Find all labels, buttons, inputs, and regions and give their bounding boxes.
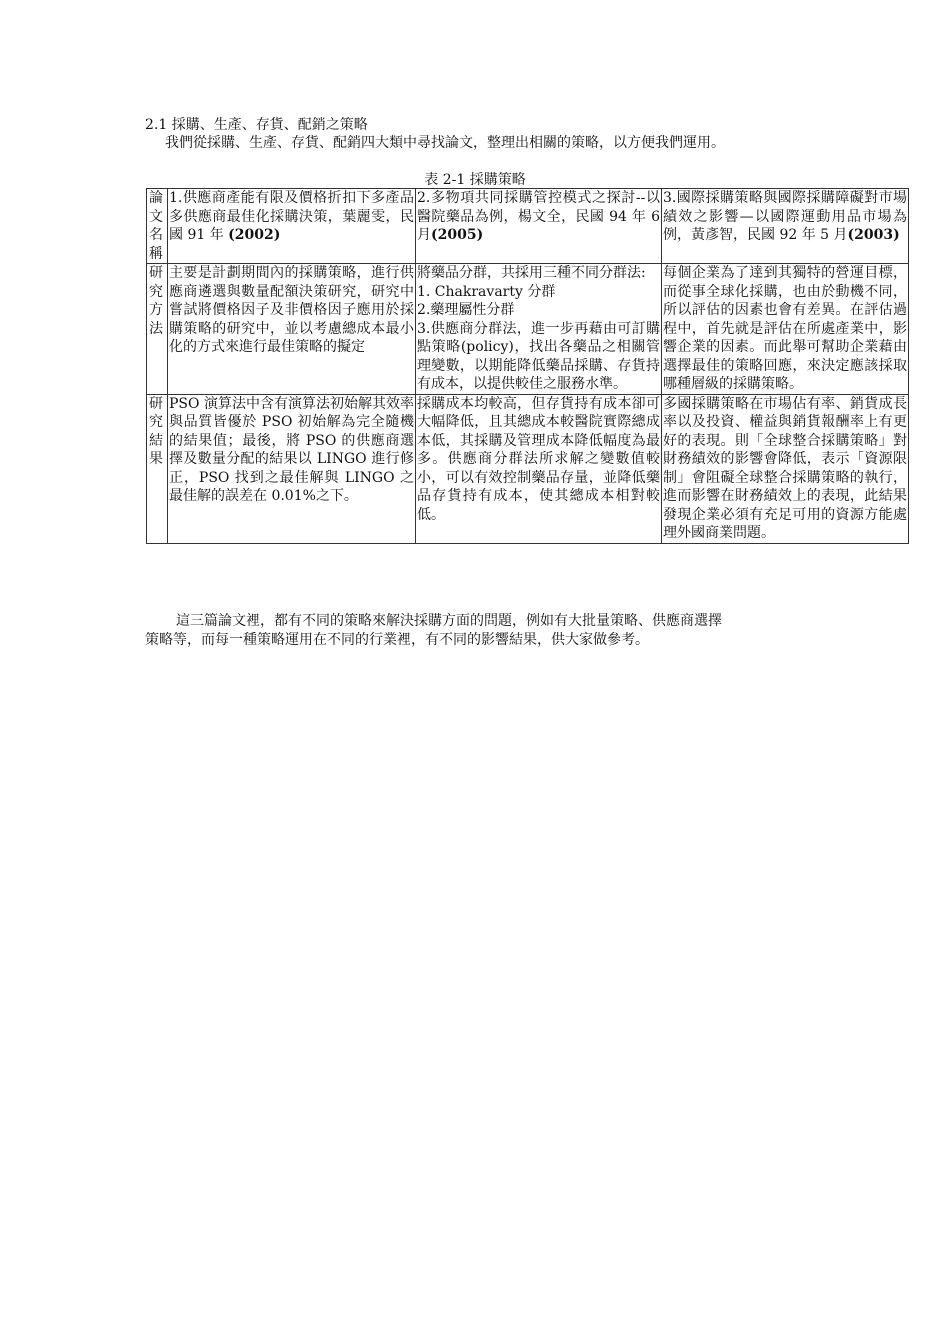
paper-2-title: 2.多物項共同採購管控模式之探討--以醫院藥品為例，楊文全，民國 94 年 6 月(2005) xyxy=(416,189,662,264)
paper-1-method: 主要是計劃期間內的採購策略，進行供應商遴選與數量配額決策研究，研究中嘗試將價格因子及非價格因子應用於採購策略的研究中，並以考慮總成本最小化的方式來進行最佳策略的擬定 xyxy=(168,264,416,395)
paper-3-method: 每個企業為了達到其獨特的營運目標，而從事全球化採購，也由於動機不同，所以評估的因素也會有差異。在評估過程中，首先就是評估在所處產業中，影響企業的因素。而此舉可幫助企業藉由選擇最佳的策略回應，來決定應該採取哪種層級的採購策略。 xyxy=(663,265,907,392)
intro-paragraph: 我們從採購、生產、存貨、配銷四大類中尋找論文，整理出相關的策略，以方便我們運用。 xyxy=(165,135,725,151)
paper-1-title: 1.供應商產能有限及價格折扣下多產品多供應商最佳化採購決策，葉麗雯，民國 91 年 (2002) xyxy=(168,189,416,264)
closing-paragraph-line-1: 這三篇論文裡，都有不同的策略來解決採購方面的問題，例如有大批量策略、供應商選擇 xyxy=(176,613,722,629)
table-row-method xyxy=(147,264,909,395)
row-label-result: 研究結果 xyxy=(147,394,168,543)
table-caption: 表 2-1 採購策略 xyxy=(424,172,526,188)
table-row-result xyxy=(147,394,909,543)
paper-3-result: 多國採購策略在市場佔有率、銷貨成長率以及投資、權益與銷貨報酬率上有更好的表現。則「全球整合採購策略」對財務績效的影響會降低，表示「資源限制」會阻礙全球整合採購策略的執行，進而影響在財務績效上的表現，此結果發現企業必須有充足可用的資源方能處理外國商業問題。 xyxy=(663,395,907,541)
row-label-title: 論文名稱 xyxy=(147,189,168,264)
paper-3-title: 3.國際採購策略與國際採購障礙對市場績效之影響—以國際運動用品市場為例，黃彥智，民國 92 年 5 月(2003) xyxy=(662,189,909,264)
paper-2-method: 將藥品分群，共採用三種不同分群法: 1. Chakravarty 分群 2.藥理屬性分群 3.供應商分群法，進一步再藉由可訂購點策略(policy)，找出各藥品之相關管理變數，以期能降低藥品採購、存貨持有成本，以提供較佳之服務水準。 xyxy=(417,265,660,392)
closing-paragraph-line-2: 策略等，而每一種策略運用在不同的行業裡，有不同的影響結果，供大家做參考。 xyxy=(145,632,649,648)
row-label-method: 研究方法 xyxy=(147,264,168,395)
section-heading: 2.1 採購、生產、存貨、配銷之策略 xyxy=(145,117,368,133)
paper-1-result: PSO 演算法中含有演算法初始解其效率與品質皆優於 PSO 初始解為完全隨機的結果值；最後，將 PSO 的供應商選擇及數量分配的結果以 LINGO 進行修正，PSO 找到之最佳解與 LINGO 之最佳解的誤差在 0.01%之下。 xyxy=(168,394,416,543)
strategy-table xyxy=(146,188,909,544)
paper-2-result: 採購成本均較高，但存貨持有成本卻可大幅降低，且其總成本較醫院實際總成本低，其採購及管理成本降低幅度為最多。供應商分群法所求解之變數值較小，可以有效控制藥品存量，並降低藥品存貨持有成本，使其總成本相對較低。 xyxy=(416,394,662,543)
table-row-paper-title xyxy=(147,189,909,264)
